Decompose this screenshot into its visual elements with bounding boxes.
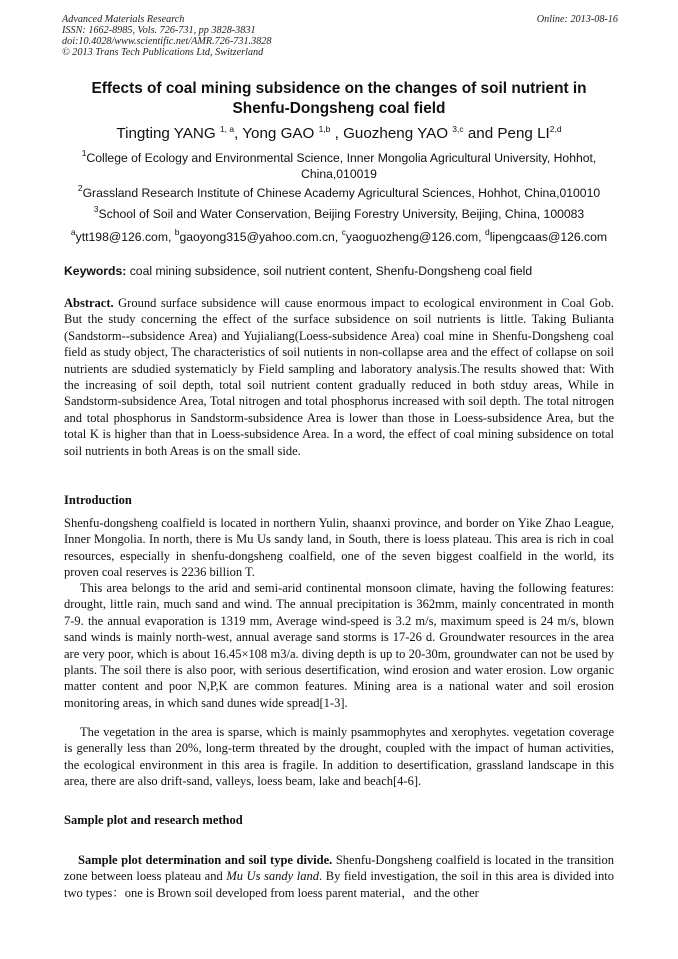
keywords bbox=[64, 263, 624, 279]
introduction-heading: Introduction bbox=[64, 493, 132, 507]
abstract bbox=[64, 295, 614, 459]
author-affiliation-mark: 1, a bbox=[219, 124, 235, 134]
journal-name: Advanced Materials Research bbox=[62, 14, 185, 25]
introduction-paragraph-2: This area belongs to the arid and semi-arid continental monsoon climate, having the following features: drought, little rain, much sand and wind. The annual precipitation is 362mm, mainly concentrated in month 7-9. the annual evaporation is 1319 mm, Average wind-speed is 3.2 m/s, maximum speed is 24 m/s, blown sand winds is mainly north-west, annual average sand storms is 17-26 d. Groundwater resources in the area are very poor, which is about 16.45×108 m3/a. diving depth is up to 20-30m, groundwater can not be used by plants. The soil there is also poor, with serious desertification, wind erosion and water erosion. Low organic matter content and poor N,P,K are common features. Mining area is a national water and soil erosion monitoring areas, in which sand dunes wide spread[1-3]. bbox=[64, 581, 614, 710]
journal-header bbox=[62, 14, 618, 58]
author-name: Peng LI bbox=[497, 125, 550, 142]
author-affiliation-mark: 1,b bbox=[318, 124, 331, 134]
abstract-label: Abstract. bbox=[64, 296, 114, 310]
author-separator: , bbox=[234, 125, 243, 142]
methods-lead: Sample plot determination and soil type divide. bbox=[78, 853, 333, 867]
journal-doi: doi:10.4028/www.scientific.net/AMR.726-731.3828 bbox=[62, 36, 272, 47]
methods-italic: Mu Us sandy land bbox=[226, 869, 320, 884]
affiliation-1 bbox=[52, 150, 626, 182]
methods-paragraph bbox=[64, 852, 614, 901]
author-affiliation-mark: 2,d bbox=[549, 124, 562, 134]
author-list bbox=[40, 125, 638, 143]
introduction-paragraph-3: The vegetation in the area is sparse, which is mainly psammophytes and xerophytes. vegetation coverage is generally less than 20%, long-term threated by the drought, coupled with the impact of human activities, the ecological environment in this area is fragile. In addition to desertification, grassland landscape in this area, there are also drift-sand, valleys, loess beam, lake and beach[4-6]. bbox=[64, 725, 614, 789]
email-mark: d bbox=[484, 227, 490, 237]
affiliation-text: School of Soil and Water Conservation, Beijing Forestry University, Beijing, China, 100083 bbox=[98, 207, 585, 221]
email-link[interactable]: ytt198@126.com, bbox=[75, 230, 175, 244]
email-mark: a bbox=[70, 227, 76, 237]
affiliation-mark: 1 bbox=[81, 148, 87, 158]
affiliation-text: Grassland Research Institute of Chinese Academy Agricultural Sciences, Hohhot, China,010010 bbox=[82, 186, 601, 200]
affiliation-3 bbox=[52, 206, 626, 222]
email-mark: b bbox=[174, 227, 180, 237]
email-link[interactable]: yaoguozheng@126.com, bbox=[345, 230, 485, 244]
author-name: Tingting YANG bbox=[116, 125, 220, 142]
keywords-text: coal mining subsidence, soil nutrient content, Shenfu-Dongsheng coal field bbox=[126, 264, 533, 278]
keywords-label: Keywords: bbox=[64, 264, 127, 278]
author-separator: , bbox=[330, 125, 344, 142]
author-name: Yong GAO bbox=[242, 125, 319, 142]
affiliation-mark: 2 bbox=[77, 183, 83, 193]
email-link[interactable]: gaoyong315@yahoo.com.cn, bbox=[179, 230, 342, 244]
email-link[interactable]: lipengcaas@126.com bbox=[489, 230, 608, 244]
paper-title bbox=[40, 79, 638, 119]
title-line-1: Effects of coal mining subsidence on the changes of soil nutrient in bbox=[91, 80, 587, 97]
affiliation-mark: 3 bbox=[93, 204, 99, 214]
journal-copyright: © 2013 Trans Tech Publications Ltd, Switzerland bbox=[62, 47, 264, 58]
methods-text-2: . By field investigation, the soil in this area is divided into two types：one is Brown soil developed from loess parent material，and the other bbox=[64, 869, 614, 900]
title-line-2: Shenfu-Dongsheng coal field bbox=[232, 100, 446, 117]
methods-heading: Sample plot and research method bbox=[64, 813, 243, 827]
introduction-paragraph-1: Shenfu-dongsheng coalfield is located in northern Yulin, shaanxi province, and border on Yike Zhao League, Inner Mongolia. In north, there is Mu Us sandy land, in South, there is loess plateau. This area is rich in coal resources, especially in shenfu-dongsheng coalfield, one of the seven biggest coalfield in the world, its proven coal reserves is 2236 billion T. bbox=[64, 516, 614, 580]
author-affiliation-mark: 3,c bbox=[452, 124, 464, 134]
journal-issn: ISSN: 1662-8985, Vols. 726-731, pp 3828-3831 bbox=[62, 25, 256, 36]
methods-text-1: Shenfu-Dongsheng coalfield is located in the transition zone between loess plateau and bbox=[64, 853, 614, 884]
author-name: Guozheng YAO bbox=[343, 125, 453, 142]
affiliation-2 bbox=[52, 185, 626, 201]
affiliation-text: College of Ecology and Environmental Science, Inner Mongolia Agricultural University, Hohhot, China,010019 bbox=[86, 151, 597, 181]
author-emails bbox=[52, 229, 626, 245]
email-mark: c bbox=[341, 227, 346, 237]
abstract-text: Ground surface subsidence will cause enormous impact to ecological environment in Coal Gob. But the study concerning the effect of the surface subsidence on soil nutrients is little. Taking Bulianta (Sandstorm--subsidence Area) and Yujialiang(Loess-subsidence Area) coal mine in Shenfu-Dongsheng coal field as study object, The characteristics of soil nutients in non-collapse area and the effect of collapse on soil nutrients are sdudied systematicly by Field sampling and laboratory analysis.The results showed that: With the increasing of soil depth, total soil nutrient content gradually reduced in both stduy areas, While in Sandstorm-subsidence Area, Total nitrogen and total phosphorus increased with soil depth. The total nitrogen and total phosphorus in Sandstorm-subsidence Area is lower than those in Loess-subsidence Area, but the total K is higher than that in Loess-subsidence Area. In a word, the effect of coal mining subsidence on total soil nutrients in both Areas is on the small side. bbox=[64, 296, 614, 458]
online-date: Online: 2013-08-16 bbox=[536, 14, 618, 25]
author-separator: and bbox=[463, 125, 498, 142]
